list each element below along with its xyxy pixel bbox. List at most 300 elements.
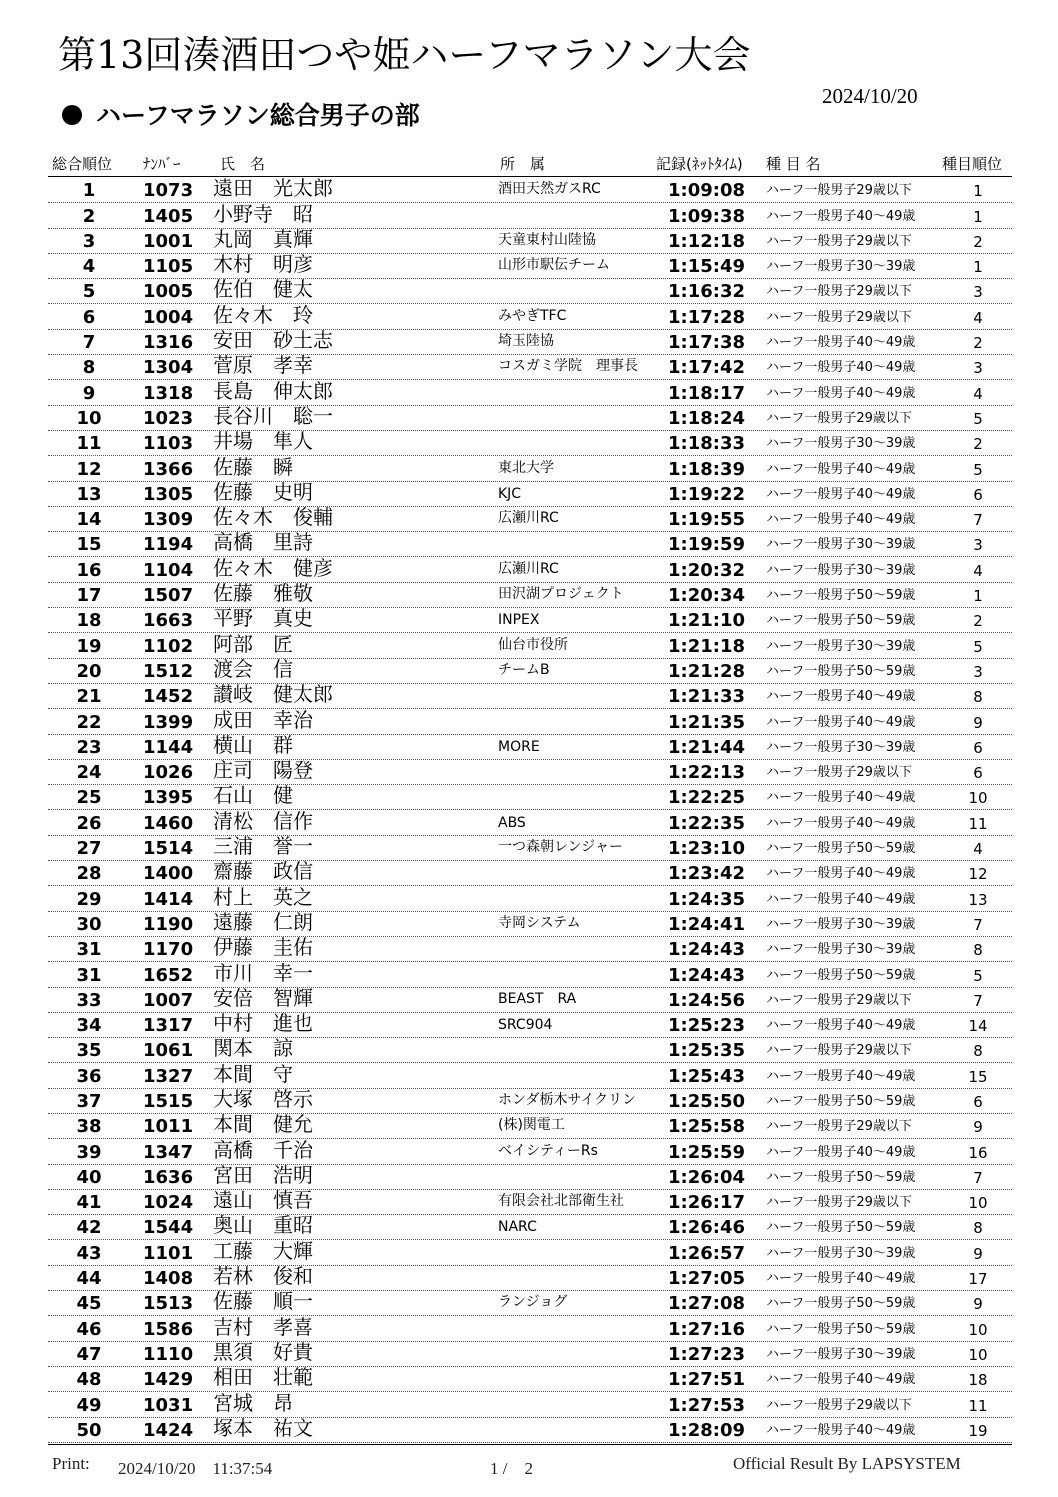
rank-cell: 49 [76,1394,102,1416]
club-cell: (株)関電工 [498,1117,565,1134]
name-cell: 佐々木 俊輔 [213,505,333,530]
category-rank-cell: 14 [968,1017,988,1036]
bib-cell: 1414 [143,888,194,910]
rank-cell: 35 [76,1040,102,1062]
category-cell: ハーフ一般男子29歳以下 [766,765,912,781]
bib-cell: 1544 [143,1217,194,1239]
category-cell: ハーフ一般男子40～49歳 [766,385,916,401]
club-cell: ABS [498,814,526,831]
category-rank-cell: 2 [973,435,983,454]
bib-cell: 1460 [143,812,194,834]
name-cell: 佐々木 健彦 [213,555,333,580]
category-cell: ハーフ一般男子30～39歳 [766,562,916,578]
rank-cell: 16 [76,559,102,581]
table-row [48,633,1012,658]
name-cell: 関本 諒 [213,1036,293,1061]
name-cell: 吉村 孝喜 [213,1314,313,1339]
category-cell: ハーフ一般男子40～49歳 [766,1018,916,1034]
table-row [48,507,1012,532]
category-rank-cell: 17 [968,1270,988,1289]
name-cell: 中村 進也 [213,1011,313,1036]
category-cell: ハーフ一般男子29歳以下 [766,284,912,300]
category-rank-cell: 7 [973,1168,983,1187]
table-row [48,1266,1012,1291]
header-divider [48,176,1012,177]
table-row [48,1240,1012,1265]
category-cell: ハーフ一般男子29歳以下 [766,183,912,199]
bib-cell: 1005 [143,281,194,303]
bib-cell: 1026 [143,762,194,784]
time-cell: 1:16:32 [668,281,746,303]
category-rank-cell: 7 [973,991,983,1010]
rank-cell: 10 [76,407,102,429]
time-cell: 1:21:10 [668,610,746,632]
rank-cell: 38 [76,1116,102,1138]
bib-cell: 1507 [143,585,194,607]
rank-cell: 21 [76,686,102,708]
bib-cell: 1452 [143,686,194,708]
name-cell: 平野 真史 [213,606,313,631]
rank-cell: 40 [76,1166,102,1188]
bib-cell: 1103 [143,433,194,455]
club-cell: 酒田天然ガスRC [498,181,601,198]
category-cell: ハーフ一般男子40～49歳 [766,486,916,502]
table-row [48,532,1012,557]
time-cell: 1:26:04 [668,1166,746,1188]
bib-cell: 1586 [143,1318,194,1340]
name-cell: 清松 信作 [213,808,313,833]
header-name: 氏 名 [220,155,266,173]
table-row [48,279,1012,304]
time-cell: 1:25:23 [668,1015,746,1037]
club-cell: 有限会社北部衛生社 [498,1193,624,1210]
name-cell: 本間 健允 [213,1112,313,1137]
time-cell: 1:20:34 [668,585,746,607]
bib-cell: 1405 [143,205,194,227]
rank-cell: 26 [76,812,102,834]
rank-cell: 28 [76,863,102,885]
category-cell: ハーフ一般男子30～39歳 [766,638,916,654]
club-cell: 一つ森朝レンジャー [498,839,624,856]
name-cell: 佐藤 雅敬 [213,581,313,606]
time-cell: 1:24:43 [668,964,746,986]
name-cell: 遠田 光太郎 [213,176,333,201]
time-cell: 1:24:56 [668,989,746,1011]
name-cell: 讃岐 健太郎 [213,682,333,707]
club-cell: 山形市駅伝チーム [498,257,610,274]
table-row [48,1139,1012,1164]
rank-cell: 7 [82,332,96,354]
bib-cell: 1073 [143,180,194,202]
bib-cell: 1366 [143,458,194,480]
name-cell: 奥山 重昭 [213,1213,313,1238]
time-cell: 1:25:43 [668,1065,746,1087]
category-rank-cell: 7 [973,511,983,530]
page-title: 第13回湊酒田つや姫ハーフマラソン大会 [58,33,751,77]
rank-cell: 36 [76,1065,102,1087]
table-row [48,1114,1012,1139]
category-rank-cell: 10 [968,789,988,808]
bib-cell: 1424 [143,1419,194,1441]
table-row [48,962,1012,987]
table-row [48,203,1012,228]
name-cell: 宮城 昂 [213,1390,293,1415]
table-row [48,608,1012,633]
category-cell: ハーフ一般男子29歳以下 [766,1397,912,1413]
time-cell: 1:24:35 [668,888,746,910]
category-rank-cell: 4 [973,384,983,403]
name-cell: 成田 幸治 [213,707,313,732]
time-cell: 1:17:38 [668,332,746,354]
rank-cell: 3 [82,230,96,252]
name-cell: 横山 群 [213,732,293,757]
category-rank-cell: 12 [968,865,988,884]
time-cell: 1:23:10 [668,838,746,860]
table-row [48,304,1012,329]
rank-cell: 12 [76,458,102,480]
club-cell: 広瀬川RC [498,510,559,527]
club-cell: ベイシティーRs [498,1142,598,1159]
time-cell: 1:25:59 [668,1141,746,1163]
rank-cell: 18 [76,610,102,632]
club-cell: 天童東村山陸協 [498,231,596,248]
club-cell: ホンダ栃木サイクリン [498,1091,637,1108]
category-rank-cell: 3 [973,536,983,555]
name-cell: 木村 明彦 [213,252,313,277]
rank-cell: 37 [76,1090,102,1112]
category-cell: ハーフ一般男子40～49歳 [766,891,916,907]
bib-cell: 1514 [143,838,194,860]
category-cell: ハーフ一般男子40～49歳 [766,1422,916,1438]
time-cell: 1:15:49 [668,256,746,278]
time-cell: 1:25:58 [668,1116,746,1138]
rank-cell: 31 [76,964,102,986]
bib-cell: 1194 [143,534,194,556]
time-cell: 1:17:28 [668,306,746,328]
name-cell: 市川 幸一 [213,960,313,985]
name-cell: 阿部 匠 [213,631,293,656]
name-cell: 三浦 誉一 [213,834,313,859]
rank-cell: 8 [82,357,96,379]
time-cell: 1:23:42 [668,863,746,885]
club-cell: ランジョグ [498,1294,568,1311]
table-row [48,684,1012,709]
table-row [48,557,1012,582]
table-row [48,1162,1012,1190]
category-cell: ハーフ一般男子50～59歳 [766,588,916,604]
category-rank-cell: 1 [973,587,983,606]
table-row [48,1367,1012,1392]
name-cell: 若林 俊和 [213,1264,313,1289]
rank-cell: 50 [76,1419,102,1441]
section-title-text: ハーフマラソン総合男子の部 [96,101,420,130]
club-cell: NARC [498,1219,537,1236]
section-title [62,96,420,132]
category-rank-cell: 5 [973,409,983,428]
name-cell: 伊藤 圭佑 [213,935,313,960]
rank-cell: 22 [76,711,102,733]
category-rank-cell: 9 [973,1244,983,1263]
bib-cell: 1309 [143,509,194,531]
time-cell: 1:25:35 [668,1040,746,1062]
table-row [48,886,1012,911]
rank-cell: 2 [82,205,96,227]
table-row [48,785,1012,810]
results-table [48,178,1012,1443]
header-time: 記録(ﾈｯﾄﾀｲﾑ) [656,155,743,173]
category-cell: ハーフ一般男子40～49歳 [766,815,916,831]
table-row [48,1339,1012,1367]
bib-cell: 1102 [143,635,194,657]
category-cell: ハーフ一般男子40～49歳 [766,714,916,730]
name-cell: 佐伯 健太 [213,277,313,302]
time-cell: 1:21:18 [668,635,746,657]
category-cell: ハーフ一般男子50～59歳 [766,1220,916,1236]
table-row [48,1038,1012,1063]
rank-cell: 39 [76,1141,102,1163]
club-cell: MORE [498,738,540,755]
table-row [48,861,1012,886]
time-cell: 1:21:44 [668,736,746,758]
category-cell: ハーフ一般男子40～49歳 [766,790,916,806]
table-row [48,380,1012,405]
category-cell: ハーフ一般男子29歳以下 [766,992,912,1008]
time-cell: 1:09:38 [668,205,746,227]
time-cell: 1:27:05 [668,1268,746,1290]
name-cell: 井場 隼人 [213,429,313,454]
category-rank-cell: 4 [973,840,983,859]
header-rank: 総合順位 [52,155,113,173]
time-cell: 1:18:24 [668,407,746,429]
name-cell: 相田 壮範 [213,1365,313,1390]
category-rank-cell: 3 [973,359,983,378]
category-rank-cell: 9 [973,1118,983,1137]
category-cell: ハーフ一般男子29歳以下 [766,1119,912,1135]
club-cell: 田沢湖プロジェクト [498,586,624,603]
bib-cell: 1011 [143,1116,194,1138]
category-rank-cell: 9 [973,713,983,732]
rank-cell: 9 [82,382,96,404]
category-rank-cell: 16 [968,1143,988,1162]
category-rank-cell: 3 [973,662,983,681]
time-cell: 1:17:42 [668,357,746,379]
bib-cell: 1305 [143,483,194,505]
time-cell: 1:28:09 [668,1419,746,1441]
category-rank-cell: 2 [973,334,983,353]
time-cell: 1:22:13 [668,762,746,784]
table-header [48,153,1012,175]
bib-cell: 1429 [143,1369,194,1391]
rank-cell: 43 [76,1242,102,1264]
category-cell: ハーフ一般男子30～39歳 [766,739,916,755]
table-row [48,226,1012,254]
table-row [48,479,1012,507]
category-cell: ハーフ一般男子50～59歳 [766,967,916,983]
time-cell: 1:19:55 [668,509,746,531]
time-cell: 1:19:59 [668,534,746,556]
rank-cell: 17 [76,585,102,607]
club-cell: 東北大学 [498,459,554,476]
bib-cell: 1007 [143,989,194,1011]
name-cell: 高橋 千治 [213,1137,313,1162]
rank-cell: 44 [76,1268,102,1290]
bib-cell: 1663 [143,610,194,632]
time-cell: 1:22:35 [668,812,746,834]
category-cell: ハーフ一般男子30～39歳 [766,942,916,958]
rank-cell: 20 [76,660,102,682]
category-rank-cell: 4 [973,308,983,327]
category-rank-cell: 15 [968,1067,988,1086]
category-rank-cell: 10 [968,1345,988,1364]
club-cell: SRC904 [498,1017,553,1034]
bib-cell: 1004 [143,306,194,328]
name-cell: 大塚 啓示 [213,1086,313,1111]
name-cell: 佐藤 瞬 [213,454,293,479]
bib-cell: 1170 [143,939,194,961]
name-cell: 齋藤 政信 [213,859,313,884]
bib-cell: 1110 [143,1343,194,1365]
category-cell: ハーフ一般男子40～49歳 [766,335,916,351]
time-cell: 1:27:53 [668,1394,746,1416]
category-cell: ハーフ一般男子40～49歳 [766,1068,916,1084]
time-cell: 1:26:46 [668,1217,746,1239]
category-rank-cell: 6 [973,485,983,504]
time-cell: 1:22:25 [668,787,746,809]
rank-cell: 24 [76,762,102,784]
category-cell: ハーフ一般男子40～49歳 [766,360,916,376]
category-rank-cell: 6 [973,764,983,783]
name-cell: 黒須 好貴 [213,1339,313,1364]
table-row [48,760,1012,785]
name-cell: 佐藤 史明 [213,479,313,504]
name-cell: 庄司 陽登 [213,758,313,783]
category-cell: ハーフ一般男子40～49歳 [766,512,916,528]
time-cell: 1:27:23 [668,1343,746,1365]
time-cell: 1:26:17 [668,1192,746,1214]
name-cell: 渡会 信 [213,656,293,681]
category-cell: ハーフ一般男子40～49歳 [766,689,916,705]
table-row [48,431,1012,456]
header-category-rank: 種目順位 [942,155,1003,173]
bib-cell: 1399 [143,711,194,733]
category-rank-cell: 10 [968,1320,988,1339]
bib-cell: 1400 [143,863,194,885]
time-cell: 1:21:33 [668,686,746,708]
table-row [48,985,1012,1013]
club-cell: 広瀬川RC [498,560,559,577]
category-cell: ハーフ一般男子30～39歳 [766,436,916,452]
category-cell: ハーフ一般男子29歳以下 [766,1043,912,1059]
rank-cell: 19 [76,635,102,657]
rank-cell: 11 [76,433,102,455]
name-cell: 遠藤 仁朗 [213,909,313,934]
header-category: 種 目 名 [766,155,821,173]
category-cell: ハーフ一般男子30～39歳 [766,537,916,553]
name-cell: 小野寺 昭 [213,201,313,226]
category-rank-cell: 1 [973,182,983,201]
bib-cell: 1104 [143,559,194,581]
table-row [48,1392,1012,1417]
time-cell: 1:18:39 [668,458,746,480]
header-club: 所 属 [500,155,546,173]
name-cell: 長島 伸太郎 [213,378,333,403]
category-rank-cell: 10 [968,1194,988,1213]
category-cell: ハーフ一般男子50～59歳 [766,1169,916,1185]
category-cell: ハーフ一般男子50～59歳 [766,1296,916,1312]
table-row [48,403,1012,431]
name-cell: 佐々木 玲 [213,302,313,327]
category-rank-cell: 6 [973,1092,983,1111]
time-cell: 1:19:22 [668,483,746,505]
category-cell: ハーフ一般男子50～59歳 [766,663,916,679]
bib-cell: 1515 [143,1090,194,1112]
time-cell: 1:27:08 [668,1293,746,1315]
category-rank-cell: 11 [968,1396,988,1415]
bib-cell: 1144 [143,736,194,758]
rank-cell: 5 [82,281,96,303]
rank-cell: 42 [76,1217,102,1239]
time-cell: 1:27:16 [668,1318,746,1340]
category-cell: ハーフ一般男子29歳以下 [766,1195,912,1211]
category-cell: ハーフ一般男子50～59歳 [766,841,916,857]
table-row [48,709,1012,734]
category-rank-cell: 11 [968,814,988,833]
bib-cell: 1061 [143,1040,194,1062]
rank-cell: 14 [76,509,102,531]
rank-cell: 30 [76,913,102,935]
name-cell: 安田 砂土志 [213,328,333,353]
rank-cell: 6 [82,306,96,328]
name-cell: 本間 守 [213,1061,293,1086]
category-rank-cell: 18 [968,1371,988,1390]
rank-cell: 1 [82,180,96,202]
bib-cell: 1512 [143,660,194,682]
time-cell: 1:26:57 [668,1242,746,1264]
table-row [48,1013,1012,1038]
category-rank-cell: 8 [973,1042,983,1061]
table-row [48,1063,1012,1088]
rank-cell: 31 [76,939,102,961]
table-row [48,1190,1012,1215]
category-rank-cell: 2 [973,612,983,631]
club-cell: コスガミ学院 理事長 [498,358,638,375]
time-cell: 1:24:43 [668,939,746,961]
name-cell: 菅原 孝幸 [213,353,313,378]
table-row [48,1316,1012,1341]
category-cell: ハーフ一般男子50～59歳 [766,1093,916,1109]
category-cell: ハーフ一般男子40～49歳 [766,208,916,224]
name-cell: 長谷川 聡一 [213,403,333,428]
category-rank-cell: 5 [973,637,983,656]
table-row [48,1215,1012,1240]
category-rank-cell: 1 [973,258,983,277]
table-row [48,583,1012,608]
table-row [48,456,1012,481]
bib-cell: 1001 [143,230,194,252]
club-cell: 埼玉陸協 [498,333,554,350]
bib-cell: 1031 [143,1394,194,1416]
category-cell: ハーフ一般男子29歳以下 [766,410,912,426]
rank-cell: 25 [76,787,102,809]
category-cell: ハーフ一般男子50～59歳 [766,613,916,629]
rank-cell: 13 [76,483,102,505]
category-rank-cell: 3 [973,283,983,302]
category-rank-cell: 6 [973,738,983,757]
bib-cell: 1652 [143,964,194,986]
bib-cell: 1513 [143,1293,194,1315]
category-rank-cell: 7 [973,915,983,934]
bib-cell: 1395 [143,787,194,809]
